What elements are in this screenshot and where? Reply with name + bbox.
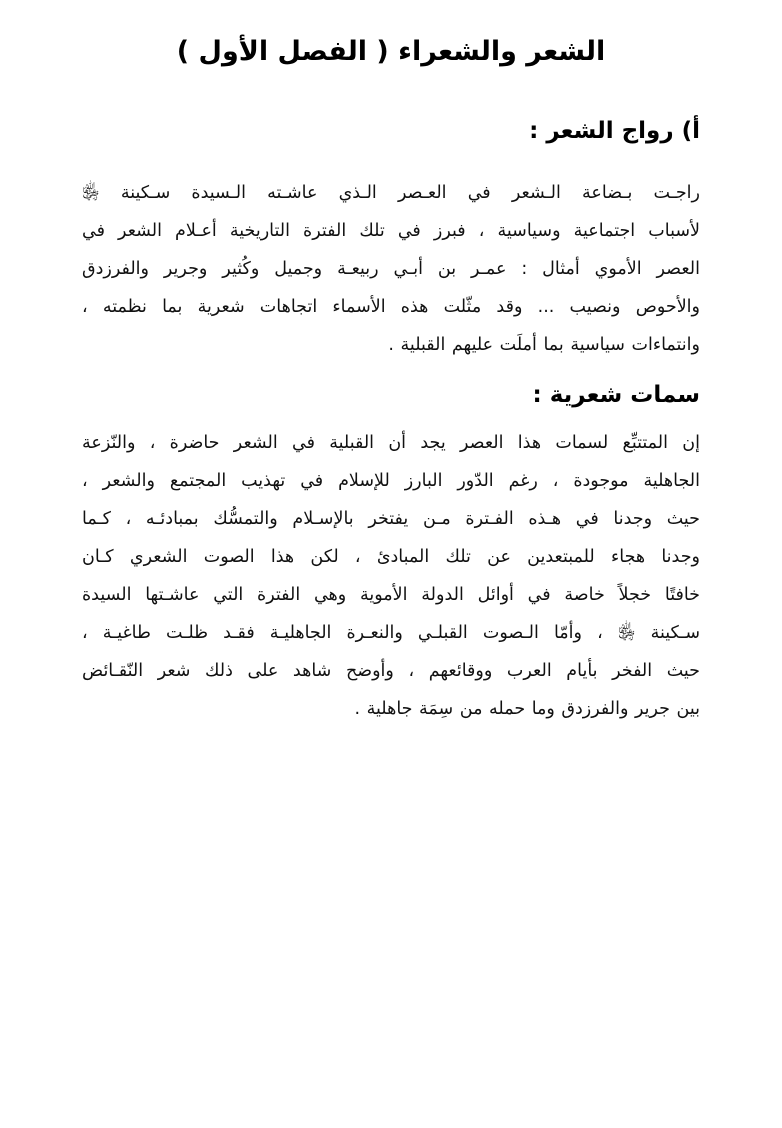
- page-title: الشعر والشعراء ( الفصل الأول ): [176, 36, 606, 67]
- paragraph-line: إن المتتبِّع لسمات هذا العصر يجد أن القبلية في الشعر حاضرة ، والنّزعة: [82, 433, 700, 453]
- paragraph-line: العصر الأموي أمثال : عمـر بن أبـي ربيعـة وجميل وكُثير وجرير والفرزدق: [82, 259, 700, 279]
- paragraph-line: لأسباب اجتماعية وسياسية ، فبرز في تلك الفترة التاريخية أعـلام الشعر في: [82, 221, 700, 241]
- paragraph-line: بين جرير والفرزدق وما حمله من سِمَة جاهلية .: [354, 699, 700, 719]
- paragraph-line: حيث وجدنا في هـذه الفـترة مـن يفتخر بالإسـلام والتمسُّك بمبادئـه ، كـما: [82, 509, 700, 529]
- paragraph-poetry-popularity: [82, 174, 700, 364]
- paragraph-poetic-features: [82, 424, 700, 728]
- section-heading-poetic-features: سمات شعرية :: [532, 382, 700, 408]
- paragraph-line: وانتماءات سياسية بما أملَت عليهم القبلية .: [388, 335, 700, 355]
- paragraph-line: راجـت بـضاعة الـشعر في العـصر الـذي عاشـته الـسيدة سـكينة ﵂: [82, 183, 700, 203]
- paragraph-line: حيث الفخر بأيام العرب ووقائعهم ، وأوضح شاهد على ذلك شعر النّقـائض: [82, 661, 700, 681]
- paragraph-line: والأحوص ونصيب ... وقد مثّلت هذه الأسماء اتجاهات شعرية بما نظمته ،: [82, 297, 700, 317]
- paragraph-line: خافتًا خجلاً خاصة في أوائل الدولة الأموية وهي الفترة التي عاشـتها السيدة: [82, 585, 700, 605]
- paragraph-line: وجدنا هجاء للمبتعدين عن تلك المبادئ ، لكن هذا الصوت الشعري كـان: [82, 547, 700, 567]
- section-heading-poetry-popularity: أ) رواج الشعر :: [529, 118, 700, 144]
- paragraph-line: سـكينة ﵂ ، وأمّا الـصوت القبلـي والنعـرة الجاهليـة فقـد ظلـت طاغيـة ،: [82, 623, 700, 643]
- paragraph-line: الجاهلية موجودة ، رغم الدّور البارز للإسلام في تهذيب المجتمع والشعر ،: [82, 471, 700, 491]
